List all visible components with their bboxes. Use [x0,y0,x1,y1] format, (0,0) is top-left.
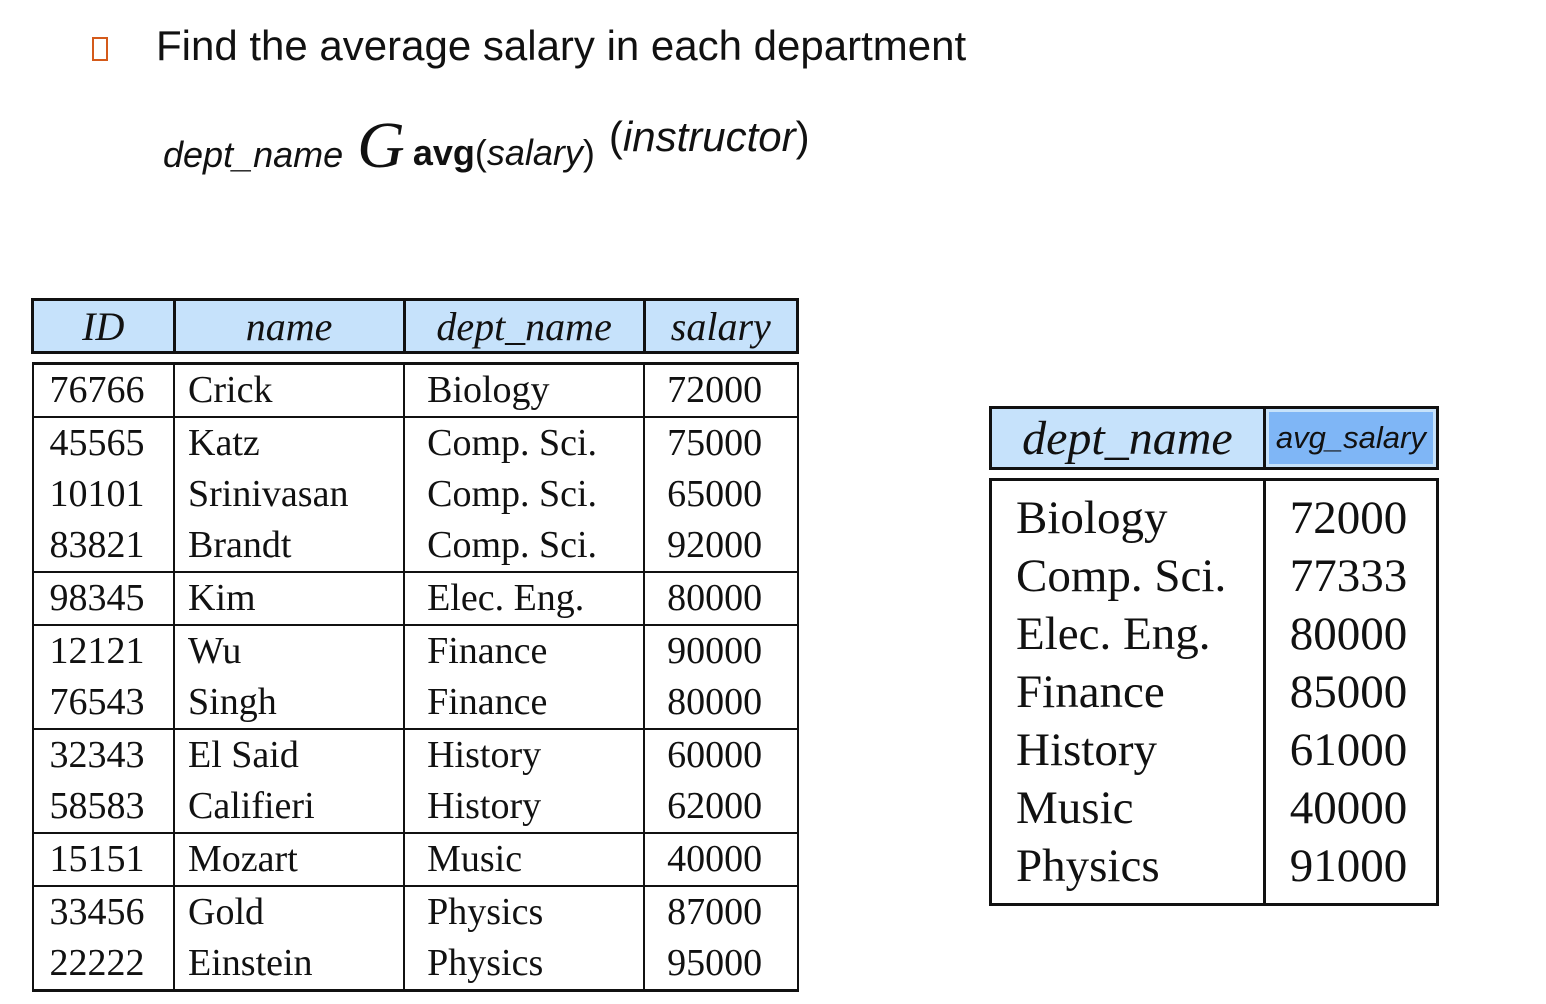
instructor-table [31,298,799,992]
dept-name-cell: Comp. Sci. [991,547,1265,605]
dept-name-cell: Elec. Eng. [404,572,644,625]
table-row [991,721,1438,779]
result-table [989,406,1439,906]
aggregation-operator: G [357,109,405,182]
table-row [33,729,798,781]
table-row [33,677,798,729]
result-header-row [991,408,1438,469]
name-cell: Wu [174,625,404,677]
dept-name-cell: Physics [404,938,644,991]
column-header-dept-name: dept_name [991,408,1265,469]
avg-salary-cell: 40000 [1264,779,1437,837]
salary-cell: 72000 [644,364,797,418]
table-row [33,781,798,833]
column-header-dept-name: dept_name [404,300,644,353]
dept-name-cell: Elec. Eng. [991,605,1265,663]
avg-salary-cell: 77333 [1264,547,1437,605]
avg-salary-cell: 85000 [1264,663,1437,721]
dept-name-cell: Finance [991,663,1265,721]
id-cell: 22222 [33,938,175,991]
id-cell: 12121 [33,625,175,677]
id-cell: 32343 [33,729,175,781]
dept-name-cell: History [991,721,1265,779]
name-cell: El Said [174,729,404,781]
table-row [33,364,798,418]
name-cell: Crick [174,364,404,418]
aggregation-expression [163,108,810,188]
relation-name: instructor [622,113,796,160]
table-row [33,417,798,469]
salary-cell: 92000 [644,520,797,572]
name-cell: Katz [174,417,404,469]
id-cell: 15151 [33,833,175,886]
instructor-header-row [33,300,798,353]
id-cell: 83821 [33,520,175,572]
salary-cell: 95000 [644,938,797,991]
salary-cell: 87000 [644,886,797,938]
salary-cell: 80000 [644,572,797,625]
id-cell: 76766 [33,364,175,418]
column-header-avg-salary: avg_salary [1264,408,1437,469]
table-row [33,469,798,520]
name-cell: Singh [174,677,404,729]
id-cell: 33456 [33,886,175,938]
aggregate-attribute: salary [486,132,583,173]
aggregate-function-name: avg [412,132,475,173]
name-cell: Einstein [174,938,404,991]
name-cell: Gold [174,886,404,938]
table-row [33,625,798,677]
avg-salary-cell: 91000 [1264,837,1437,905]
dept-name-cell: Finance [404,677,644,729]
dept-name-cell: Comp. Sci. [404,520,644,572]
avg-salary-cell: 80000 [1264,605,1437,663]
table-row [33,886,798,938]
salary-cell: 75000 [644,417,797,469]
bullet-square-icon [92,37,108,61]
table-row [991,837,1438,905]
dept-name-cell: Finance [404,625,644,677]
aggregate-function: avg(salary) [412,132,595,173]
dept-name-cell: Music [991,779,1265,837]
salary-cell: 65000 [644,469,797,520]
relation-argument: (instructor) [608,113,810,160]
salary-cell: 62000 [644,781,797,833]
salary-cell: 80000 [644,677,797,729]
table-row [991,480,1438,548]
dept-name-cell: History [404,729,644,781]
id-cell: 45565 [33,417,175,469]
table-row [991,605,1438,663]
dept-name-cell: Biology [404,364,644,418]
column-header-name: name [174,300,404,353]
name-cell: Mozart [174,833,404,886]
dept-name-cell: History [404,781,644,833]
id-cell: 98345 [33,572,175,625]
dept-name-cell: Comp. Sci. [404,417,644,469]
table-row [991,779,1438,837]
dept-name-cell: Biology [991,480,1265,548]
table-row [33,938,798,991]
table-row [33,572,798,625]
table-row [33,520,798,572]
name-cell: Califieri [174,781,404,833]
slide-heading: Find the average salary in each department [156,22,967,69]
id-cell: 58583 [33,781,175,833]
avg-salary-cell: 61000 [1264,721,1437,779]
table-row [991,547,1438,605]
table-row [33,833,798,886]
salary-cell: 40000 [644,833,797,886]
salary-cell: 60000 [644,729,797,781]
avg-salary-cell: 72000 [1264,480,1437,548]
salary-cell: 90000 [644,625,797,677]
name-cell: Kim [174,572,404,625]
dept-name-cell: Physics [991,837,1265,905]
column-header-id: ID [33,300,175,353]
column-header-salary: salary [644,300,797,353]
id-cell: 10101 [33,469,175,520]
name-cell: Brandt [174,520,404,572]
dept-name-cell: Music [404,833,644,886]
id-cell: 76543 [33,677,175,729]
dept-name-cell: Physics [404,886,644,938]
dept-name-cell: Comp. Sci. [404,469,644,520]
group-by-attribute: dept_name [163,134,344,175]
name-cell: Srinivasan [174,469,404,520]
table-row [991,663,1438,721]
